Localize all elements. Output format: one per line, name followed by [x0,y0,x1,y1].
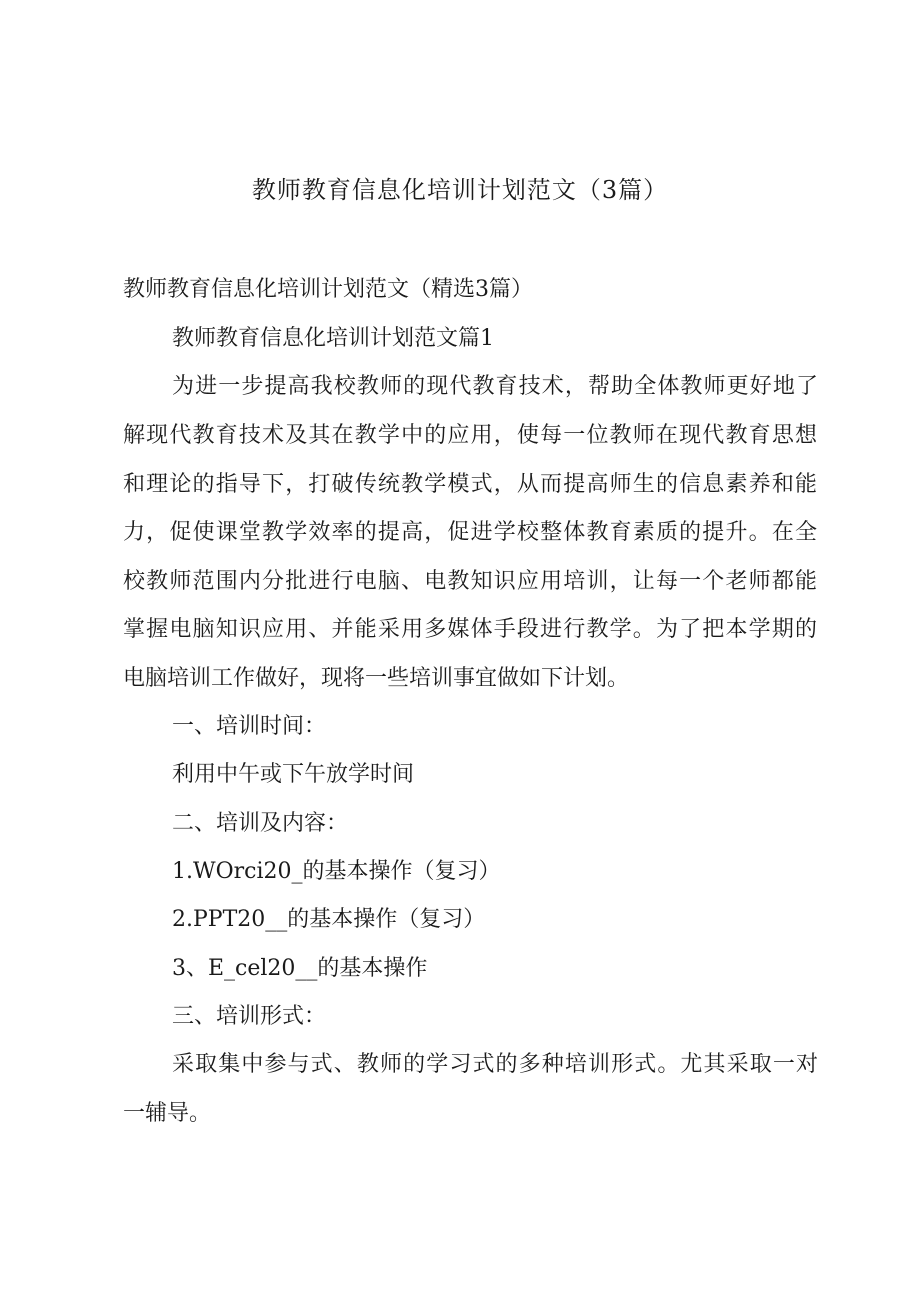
paragraph-line: 为进一步提高我校教师的现代教育技术，帮助全体教师更好地了 [172,374,818,399]
item1-text: 利用中午或下午放学时间 [172,762,415,787]
paragraph-line: 校教师范围内分批进行电脑、电教知识应用培训，让每一个老师都能 [123,569,817,594]
paragraph-line: 力，促使课堂教学效率的提高，促进学校整体教育素质的提升。在全 [123,520,817,545]
list-item: 1.WOrci20_的基本操作（复习） [172,859,501,884]
list-item: 2.PPT20__的基本操作（复习） [172,907,486,932]
item3-heading: 三、培训形式： [172,1004,327,1029]
paragraph-line: 掌握电脑知识应用、并能采用多媒体手段进行教学。为了把本学期的 [123,617,817,642]
paragraph-line: 采取集中参与式、教师的学习式的多种培训形式。尤其采取一对 [172,1052,818,1077]
item2-heading: 二、培训及内容： [172,811,349,836]
paragraph-line: 电脑培训工作做好，现将一些培训事宜做如下计划。 [123,666,630,691]
document-subtitle: 教师教育信息化培训计划范文（精选3篇） [123,277,533,302]
document-title: 教师教育信息化培训计划范文（3篇） [251,176,669,204]
section-heading: 教师教育信息化培训计划范文篇1 [172,326,494,351]
list-item: 3、E_cel20__的基本操作 [172,956,428,981]
item1-heading: 一、培训时间： [172,714,327,739]
paragraph-line: 解现代教育技术及其在教学中的应用，使每一位教师在现代教育思想 [123,423,817,448]
paragraph-line: 和理论的指导下，打破传统教学模式，从而提高师生的信息素养和能 [123,472,817,497]
paragraph-line: 一辅导。 [123,1101,212,1126]
